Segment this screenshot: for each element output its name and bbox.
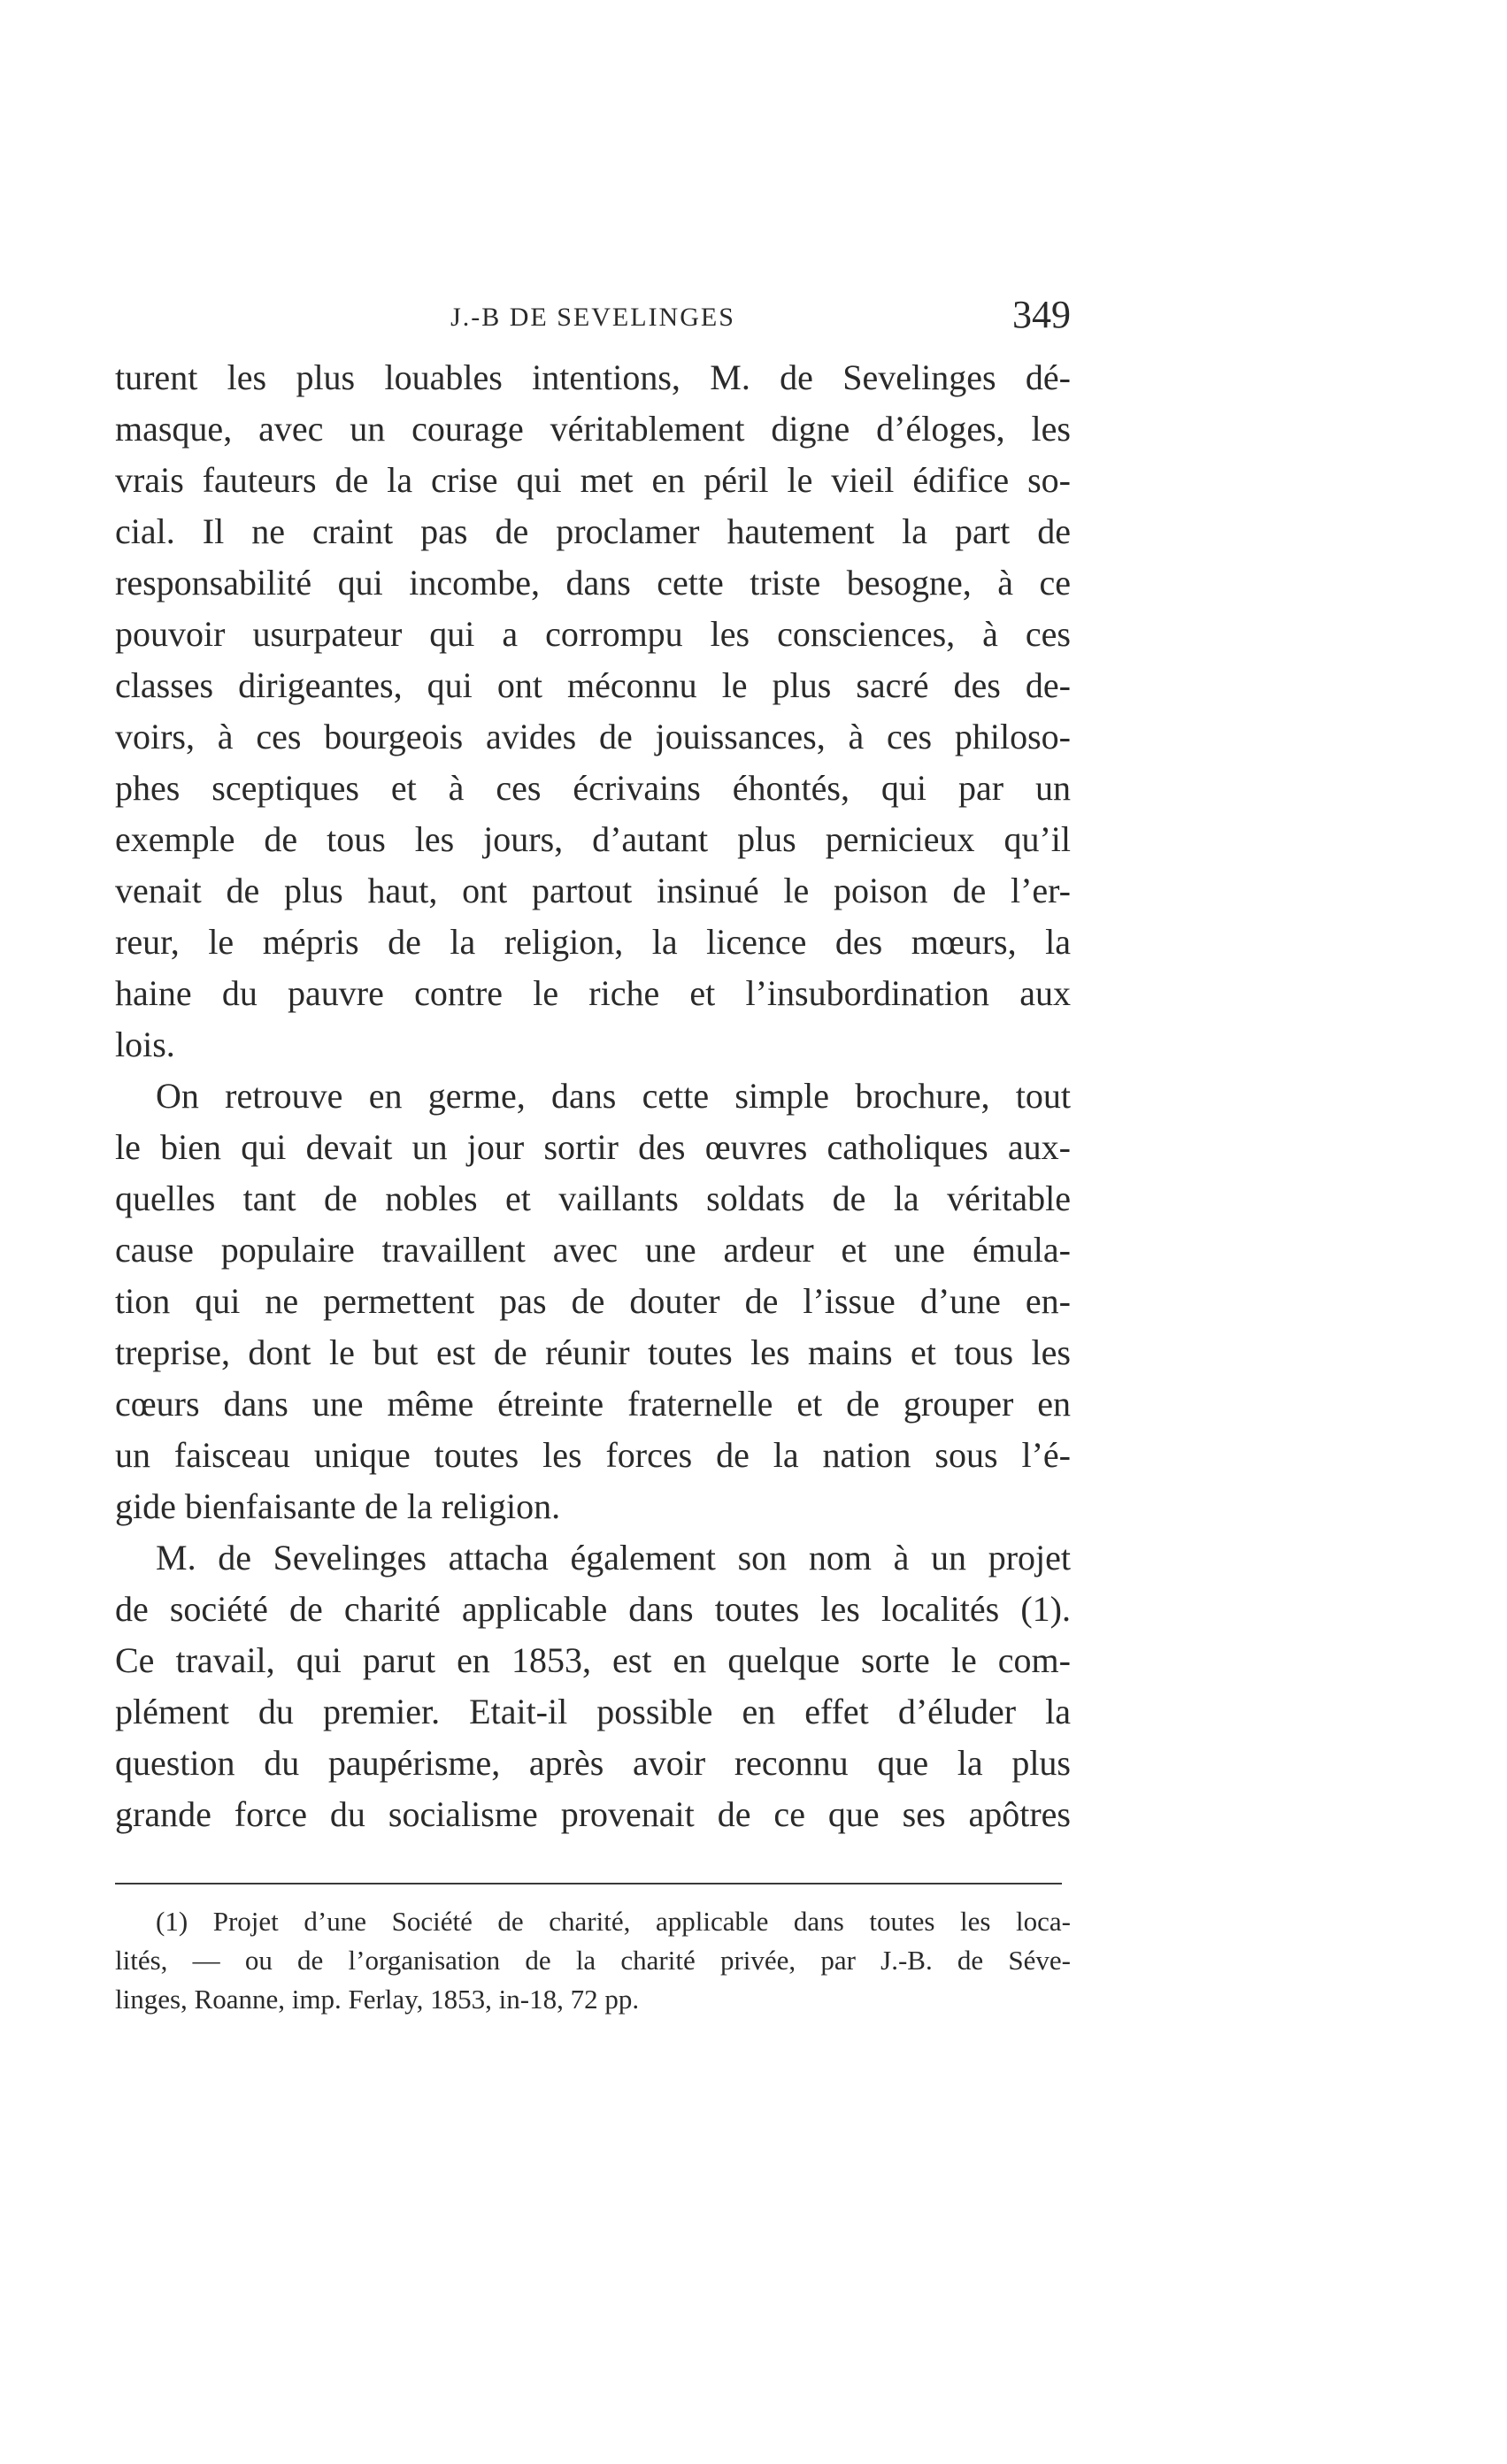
text-line: venait de plus haut, ont partout insinué le poison de l’er-	[115, 871, 1071, 910]
body-text	[115, 352, 1071, 1840]
text-line: grande force du socialisme provenait de ce que ses apôtres	[115, 1794, 1071, 1834]
text-line: voirs, à ces bourgeois avides de jouissances, à ces philoso-	[115, 717, 1071, 756]
text-line: cœurs dans une même étreinte fraternelle et de grouper en	[115, 1384, 1071, 1424]
text-line: plément du premier. Etait-il possible en effet d’éluder la	[115, 1692, 1071, 1731]
text-line: responsabilité qui incombe, dans cette triste besogne, à ce	[115, 563, 1071, 603]
text-line: vrais fauteurs de la crise qui met en péril le vieil édifice so-	[115, 460, 1071, 500]
text-line: exemple de tous les jours, d’autant plus pernicieux qu’il	[115, 819, 1071, 859]
text-line: cause populaire travaillent avec une ardeur et une émula-	[115, 1230, 1071, 1270]
footnote-line: (1) Projet d’une Société de charité, applicable dans toutes les loca-	[156, 1906, 1071, 1937]
paragraph-first-line: On retrouve en germe, dans cette simple brochure, tout	[156, 1076, 1071, 1116]
text-line: un faisceau unique toutes les forces de la nation sous l’é-	[115, 1435, 1071, 1475]
text-line: treprise, dont le but est de réunir toutes les mains et tous les	[115, 1332, 1071, 1372]
footnote-divider	[115, 1883, 1062, 1884]
text-line: classes dirigeantes, qui ont méconnu le plus sacré des de-	[115, 665, 1071, 705]
paragraph-first-line: M. de Sevelinges attacha également son nom à un projet	[156, 1538, 1071, 1577]
running-title: J.-B DE SEVELINGES	[450, 303, 735, 332]
text-line: question du paupérisme, après avoir reconnu que la plus	[115, 1743, 1071, 1783]
text-line: de société de charité applicable dans toutes les localités (1).	[115, 1589, 1071, 1629]
text-line: haine du pauvre contre le riche et l’insubordination aux	[115, 973, 1071, 1013]
footnote-line: linges, Roanne, imp. Ferlay, 1853, in-18, 72 pp.	[115, 1984, 640, 2015]
text-line: phes sceptiques et à ces écrivains éhontés, qui par un	[115, 768, 1071, 808]
text-line: Ce travail, qui parut en 1853, est en quelque sorte le com-	[115, 1640, 1071, 1680]
footnote-line: lités, — ou de l’organisation de la charité privée, par J.-B. de Séve-	[115, 1945, 1071, 1976]
footnotes	[115, 1902, 1071, 2019]
text-line: gide bienfaisante de la religion.	[115, 1486, 561, 1526]
text-line: reur, le mépris de la religion, la licence des mœurs, la	[115, 922, 1071, 962]
text-line: cial. Il ne craint pas de proclamer hautement la part de	[115, 511, 1071, 551]
running-head	[115, 292, 1071, 345]
text-line: le bien qui devait un jour sortir des œuvres catholiques aux-	[115, 1127, 1071, 1167]
text-line: masque, avec un courage véritablement digne d’éloges, les	[115, 409, 1071, 449]
text-line: tion qui ne permettent pas de douter de l’issue d’une en-	[115, 1281, 1071, 1321]
text-line: quelles tant de nobles et vaillants soldats de la véritable	[115, 1178, 1071, 1218]
text-line: lois.	[115, 1025, 175, 1064]
text-line: turent les plus louables intentions, M. de Sevelinges dé-	[115, 357, 1071, 397]
text-line: pouvoir usurpateur qui a corrompu les consciences, à ces	[115, 614, 1071, 654]
page-number: 349	[1012, 293, 1071, 336]
